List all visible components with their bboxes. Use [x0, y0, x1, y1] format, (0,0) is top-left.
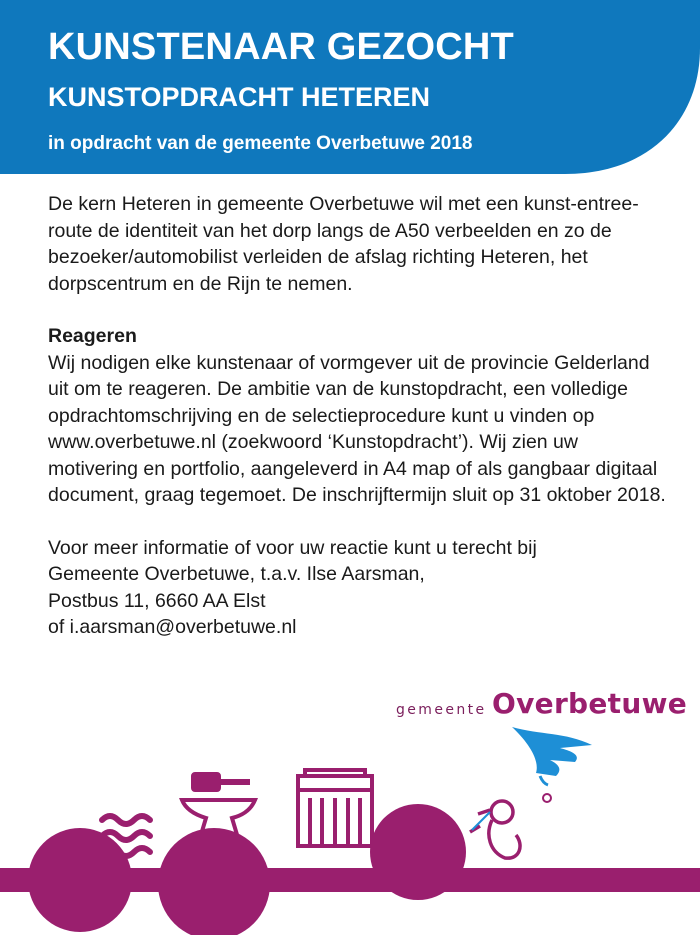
illustration [0, 720, 700, 935]
contact-line: Gemeente Overbetuwe, t.a.v. Ilse Aarsman, [48, 563, 425, 585]
intro-paragraph: De kern Heteren in gemeente Overbetuwe wil met een kunst-entree-route de identiteit van het dorp langs de A50 verbeelden en zo de bezoeker/automobilist verleiden de afslag richting Heteren, het dorpscentrum en de Rijn te nemen. [48, 193, 639, 295]
page-title: KUNSTENAAR GEZOCHT [48, 26, 514, 68]
building-icon [298, 770, 372, 846]
main-content [48, 191, 668, 641]
page-subtitle: KUNSTOPDRACHT HETEREN [48, 82, 431, 112]
reageren-heading: Reageren [48, 325, 137, 347]
bubble-icon [543, 794, 551, 802]
contact-line: Postbus 11, 6660 AA Elst [48, 589, 266, 612]
logo-big-text: Overbetuwe [492, 687, 688, 720]
flag-icon [512, 727, 592, 785]
header-banner [0, 0, 700, 174]
logo-small-text: gemeente [396, 702, 487, 718]
contact-block [48, 535, 668, 641]
contact-line: Voor meer informatie of voor uw reactie kunt u terecht bij [48, 536, 537, 559]
statue-icon [470, 801, 520, 858]
reageren-paragraph: Wij nodigen elke kunstenaar of vormgever uit de provincie Gelderland uit om te reageren. De ambitie van de kunstopdracht, een volledige opdrachtomschrijving en de selectieprocedure kunt u vinden op www.overbetuwe.nl (zoekwoord ‘Kunstopdracht’). Wij zien uw motivering en portfolio, aangeleverd in A4 map of als gangbaar digitaal document, graag tegemoet. De inschrijftermijn sluit op 31 oktober 2018. [48, 351, 666, 506]
page-tagline: in opdracht van de gemeente Overbetuwe 2018 [48, 133, 473, 154]
contact-email: of i.aarsman@overbetuwe.nl [48, 616, 297, 638]
bottom-band [0, 868, 700, 892]
